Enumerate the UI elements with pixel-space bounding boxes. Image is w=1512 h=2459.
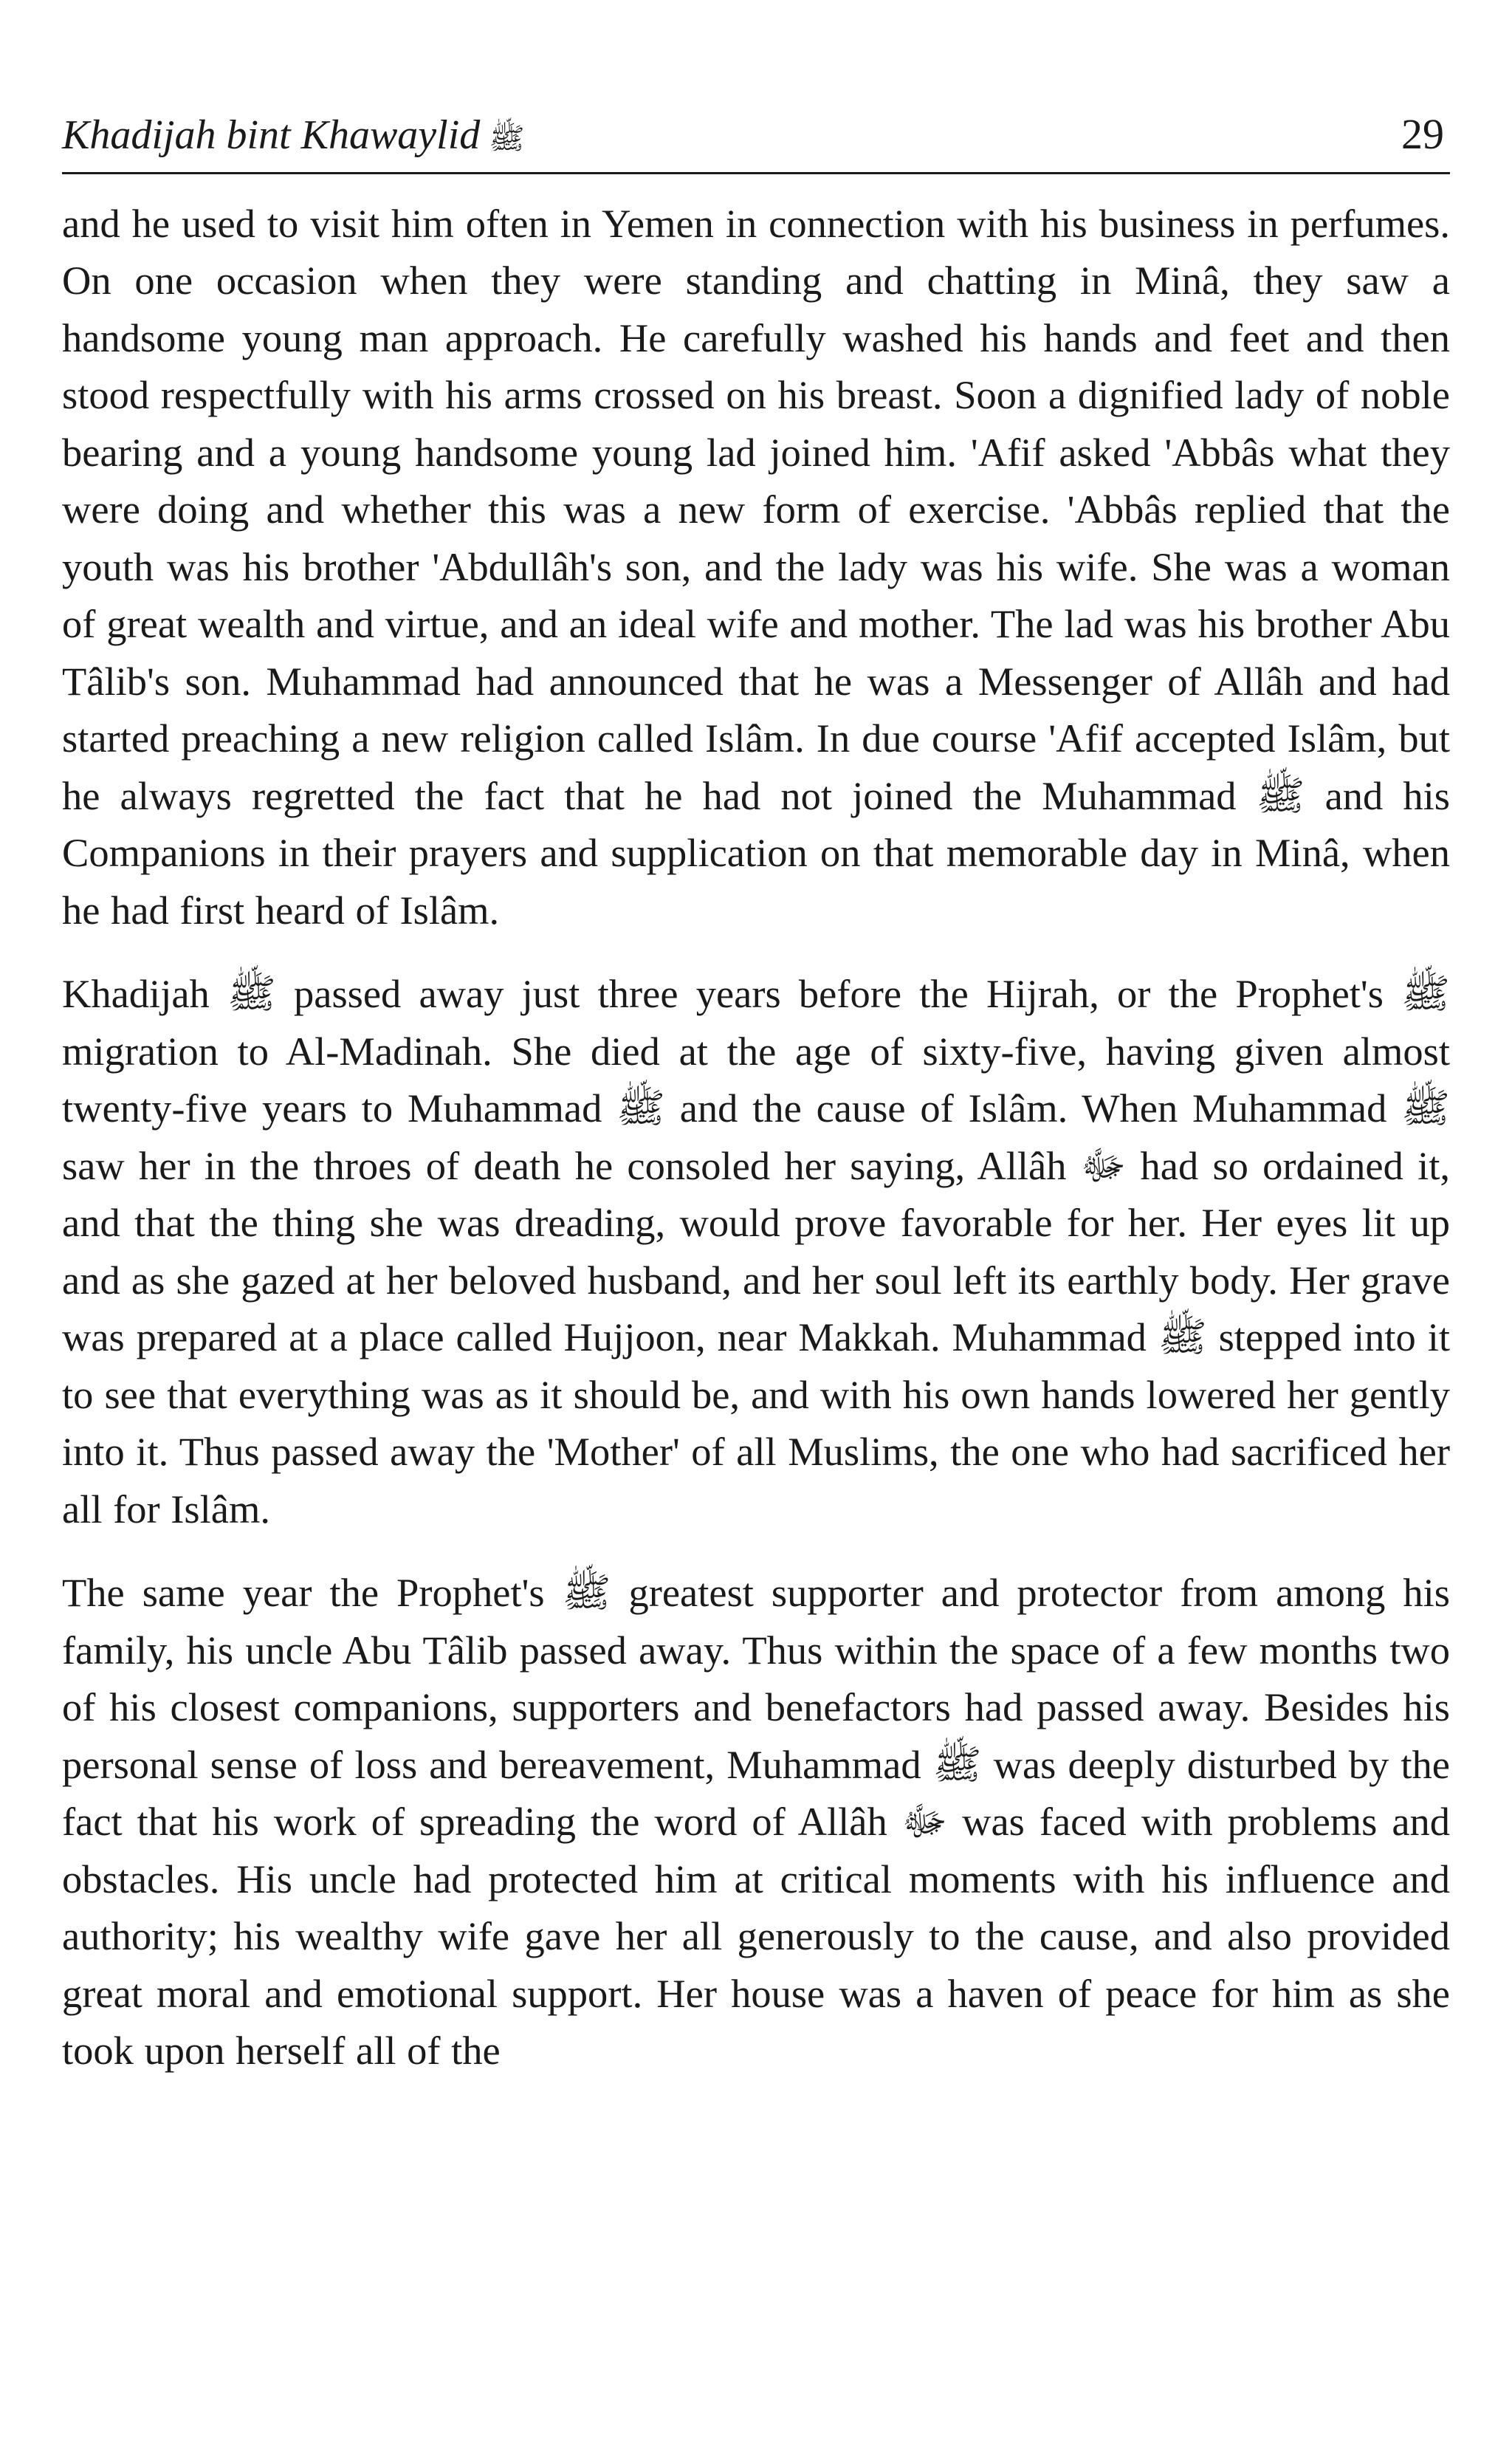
paragraph-3: The same year the Prophet's ﷺ greatest supporter and protector from among his family, his uncle Abu Tâlib passed away. Thus within the space of a few months two of his closest companions, supporters and benefactors had passed away. Besides his personal sense of loss and bereavement, Muhammad ﷺ was deeply disturbed by the fact that his work of spreading the word of Allâh ﷻ was faced with problems and obstacles. His uncle had protected him at critical moments with his influence and authority; his wealthy wife gave her all generously to the cause, and also provided great moral and emotional support. Her house was a haven of peace for him as she took upon herself all of the	[62, 1570, 1451, 2074]
page-number: 29	[1401, 110, 1444, 158]
body-text	[62, 195, 1450, 2079]
running-header-title	[62, 113, 525, 159]
book-page	[62, 111, 1450, 2079]
honorific-glyph: ﷺ	[489, 122, 525, 155]
running-header	[62, 111, 1450, 174]
header-title-text: Khadijah bint Khawaylid	[62, 112, 481, 158]
paragraph-1: and he used to visit him often in Yemen in connection with his business in perfumes. On one occasion when they were standing and chatting in Minâ, they saw a handsome young man approach. He carefully washed his hands and feet and then stood respectfully with his arms crossed on his breast. Soon a dignified lady of noble bearing and a young handsome young lad joined him. 'Afif asked 'Abbâs what they were doing and whether this was a new form of exercise. 'Abbâs replied that the youth was his brother 'Abdullâh's son, and the lady was his wife. She was a woman of great wealth and virtue, and an ideal wife and mother. The lad was his brother Abu Tâlib's son. Muhammad had announced that he was a Messenger of Allâh and had started preaching a new religion called Islâm. In due course 'Afif accepted Islâm, but he always regretted the fact that he had not joined the Muhammad ﷺ and his Companions in their prayers and supplication on that memorable day in Minâ, when he had first heard of Islâm.	[62, 200, 1450, 933]
paragraph-2: Khadijah ﷺ passed away just three years before the Hijrah, or the Prophet's ﷺ migration to Al-Madinah. She died at the age of sixty-five, having given almost twenty-five years to Muhammad ﷺ and the cause of Islâm. When Muhammad ﷺ saw her in the throes of death he consoled her saying, Allâh ﷻ had so ordained it, and that the thing she was dreading, would prove favorable for her. Her eyes lit up and as she gazed at her beloved husband, and her soul left its earthly body. Her grave was prepared at a place called Hujjoon, near Makkah. Muhammad ﷺ stepped into it to see that everything was as it should be, and with his own hands lowered her gently into it. Thus passed away the 'Mother' of all Muslims, the one who had sacrificed her all for Islâm.	[62, 971, 1450, 1532]
